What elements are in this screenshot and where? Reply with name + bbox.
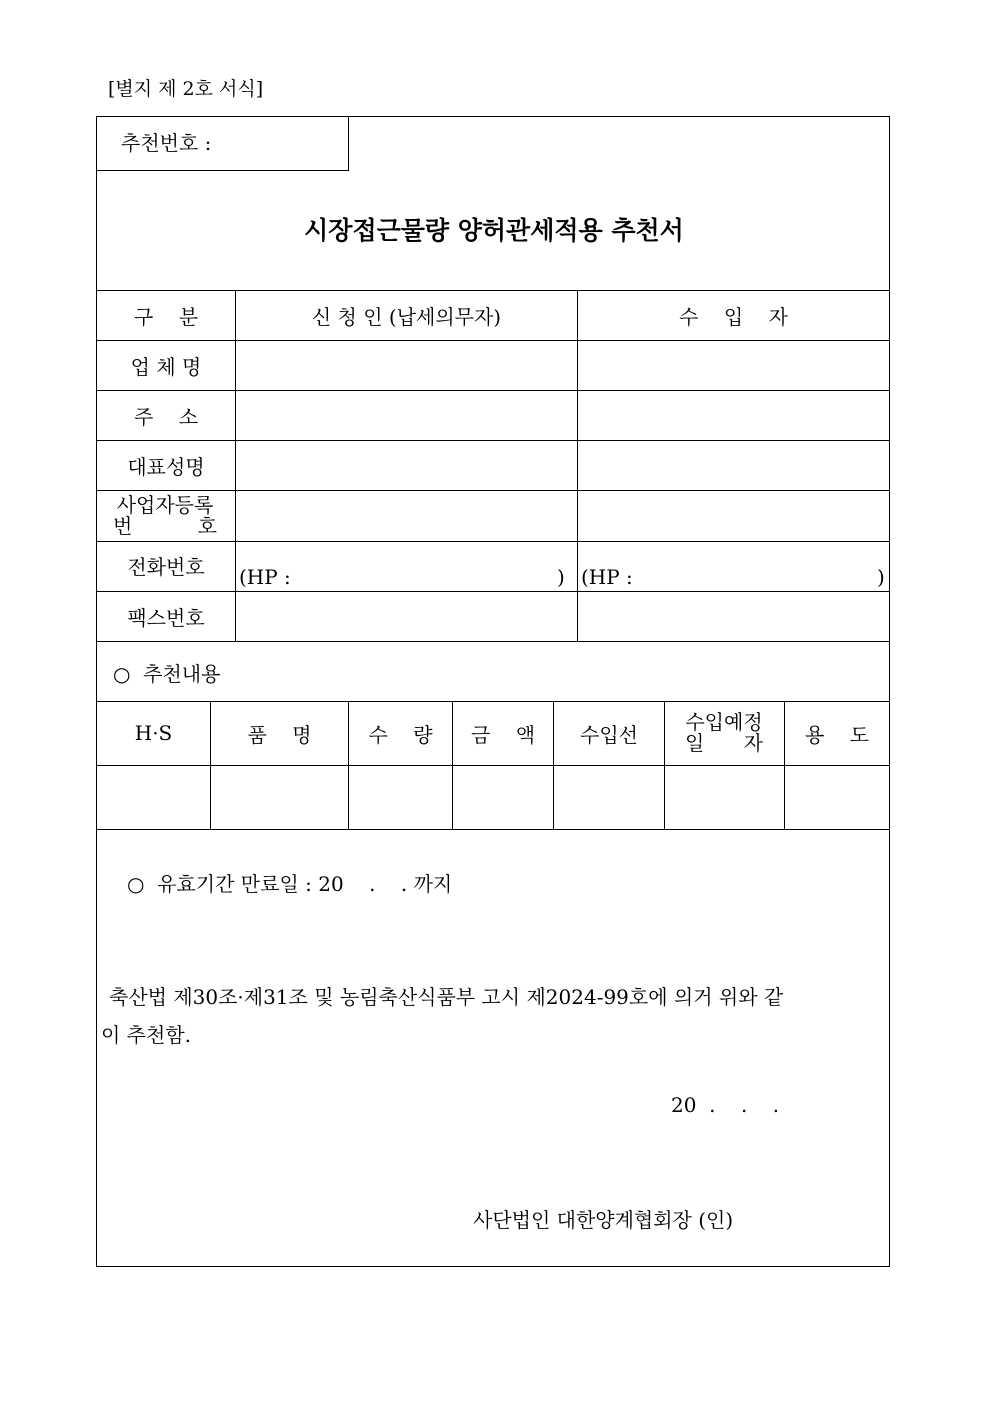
attachment-label: [별지 제 2호 서식]: [108, 78, 264, 100]
date-line: 20 . . .: [671, 1093, 780, 1117]
divider: [235, 290, 236, 641]
validity-line: ○ 유효기간 만료일 : 20 . . 까지: [127, 872, 453, 896]
statement-line2: 이 추천함.: [101, 1023, 191, 1047]
row-label-address: 주 소: [133, 404, 199, 429]
items-header-amount: 금 액: [470, 722, 536, 747]
rec-number-box-bottom: [97, 170, 349, 171]
rec-number-box-right: [348, 117, 349, 170]
applicant-hp-open: (HP :: [239, 565, 291, 589]
row-label-business-registration: [109, 490, 221, 541]
divider: [97, 765, 889, 766]
header-applicant: 신 청 인 (납세의무자): [311, 304, 502, 329]
recommendation-form: [96, 116, 890, 1267]
header-importer: 수 입 자: [679, 304, 788, 329]
items-header-quantity: 수 량: [368, 722, 433, 747]
recommendation-number-label: 추천번호 :: [121, 131, 212, 155]
statement-line1: 축산법 제30조·제31조 및 농림축산식품부 고시 제2024-99호에 의거 위와 같: [109, 985, 784, 1009]
items-header-hs: H·S: [134, 721, 173, 745]
business-reg-line2-a: 번: [113, 513, 133, 538]
importer-hp-open: (HP :: [581, 565, 633, 589]
business-reg-line2: [109, 513, 221, 538]
import-date-line2: [681, 733, 767, 754]
items-header-usage: 용 도: [804, 722, 870, 747]
import-date-line1: 수입예정: [685, 710, 763, 734]
business-reg-line1: 사업자등록: [116, 492, 214, 517]
import-date-line2-a: 일: [685, 731, 705, 755]
form-title: 시장접근물량 양허관세적용 추천서: [304, 216, 684, 245]
applicant-hp-close: ): [557, 565, 565, 589]
recommendation-section-label: ○ 추천내용: [113, 662, 221, 686]
importer-hp-close: ): [877, 565, 885, 589]
header-category: 구 분: [133, 304, 199, 329]
row-label-fax: 팩스번호: [127, 605, 205, 630]
divider: [664, 701, 665, 829]
import-date-line2-b: 자: [743, 731, 763, 755]
items-header-import-source: 수입선: [580, 722, 638, 747]
row-label-company-name: 업 체 명: [130, 354, 202, 379]
business-reg-line2-b: 호: [197, 513, 217, 538]
row-label-representative: 대표성명: [127, 454, 205, 479]
divider: [97, 641, 889, 642]
divider: [577, 290, 578, 641]
row-label-phone: 전화번호: [127, 555, 205, 579]
items-header-item-name: 품 명: [247, 722, 312, 747]
signature-line: 사단법인 대한양계협회장 (인): [473, 1208, 734, 1232]
items-header-import-date: [681, 701, 767, 765]
divider: [97, 829, 889, 830]
